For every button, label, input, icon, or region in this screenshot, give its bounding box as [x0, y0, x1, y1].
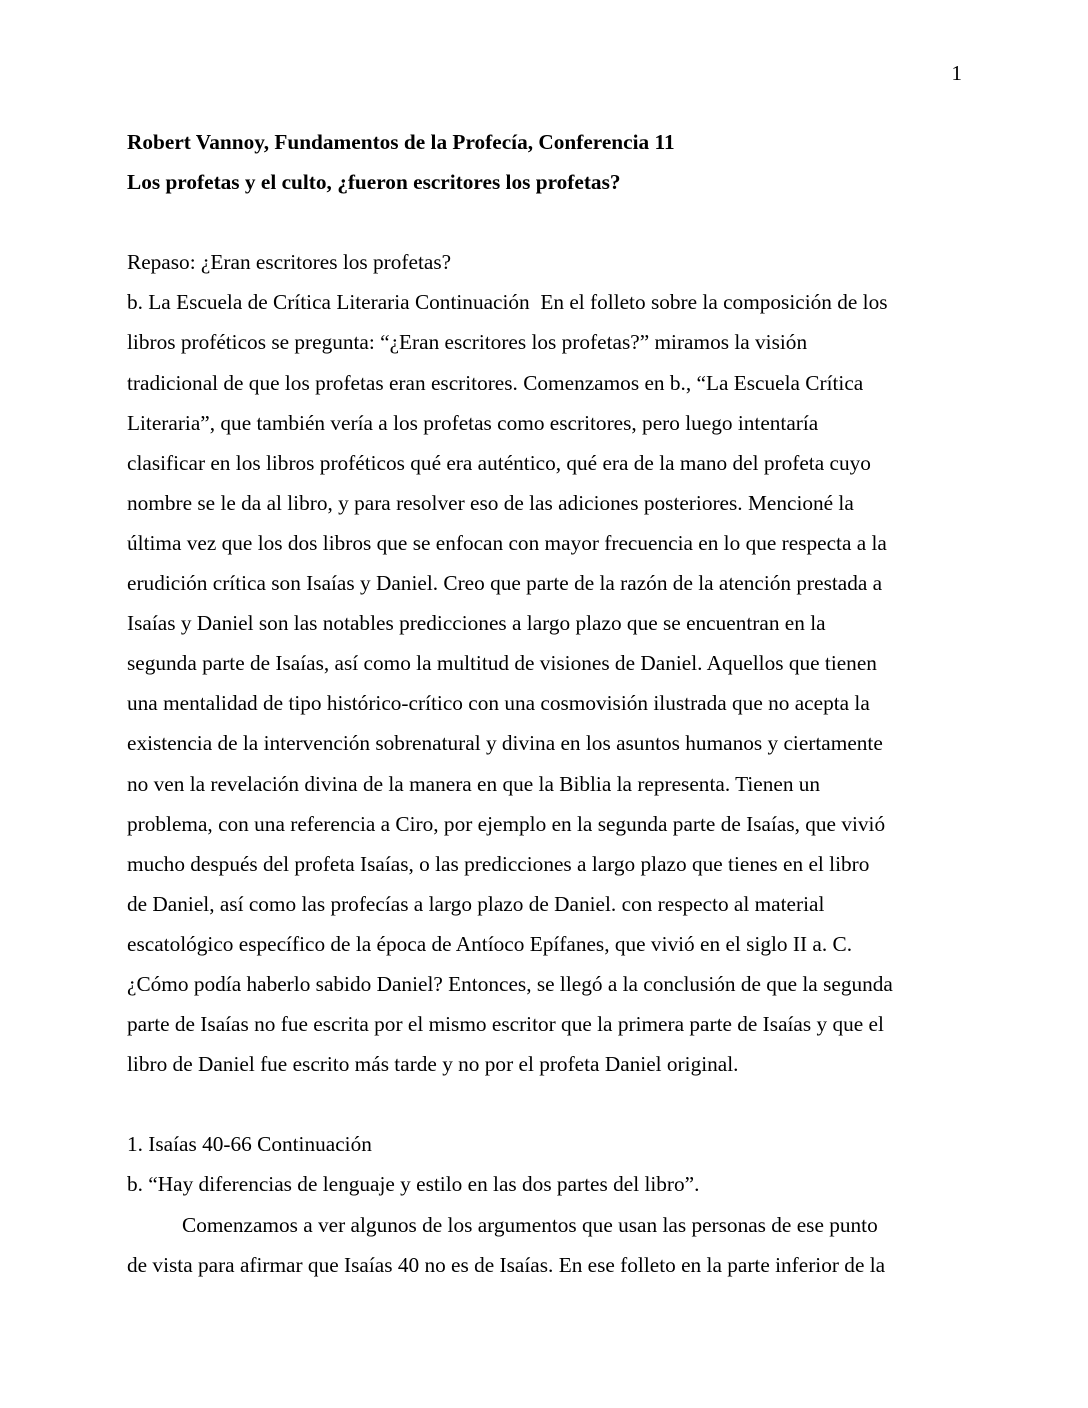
blank-line [127, 1084, 963, 1124]
page-number: 1 [951, 61, 962, 85]
document-title-line-1: Robert Vannoy, Fundamentos de la Profecía, Conferencia 11 [127, 130, 675, 154]
paragraph1-line: escatológico específico de la época de Antíoco Epífanes, que vivió en el siglo II a. C. [127, 931, 853, 956]
document-body [127, 122, 963, 1285]
paragraph1-line: ¿Cómo podía haberlo sabido Daniel? Entonces, se llegó a la conclusión de que la segunda [127, 971, 893, 996]
paragraph1-line: no ven la revelación divina de la manera en que la Biblia la representa. Tienen un [127, 771, 821, 796]
paragraph1-line: una mentalidad de tipo histórico-crítico con una cosmovisión ilustrada que no acepta la [127, 691, 870, 716]
paragraph2-line: Comenzamos a ver algunos de los argumentos que usan las personas de ese punto [182, 1212, 878, 1237]
paragraph1-line: mucho después del profeta Isaías, o las predicciones a largo plazo que tienes en el libro [127, 851, 870, 876]
paragraph1-line: libro de Daniel fue escrito más tarde y no por el profeta Daniel original. [127, 1052, 739, 1077]
paragraph1-line: segunda parte de Isaías, así como la multitud de visiones de Daniel. Aquellos que tienen [127, 651, 877, 676]
paragraph1-line: b. La Escuela de Crítica Literaria Continuación En el folleto sobre la composición de los [127, 290, 888, 315]
repaso-line: Repaso: ¿Eran escritores los profetas? [127, 250, 452, 275]
paragraph1-line: clasificar en los libros proféticos qué era auténtico, qué era de la mano del profeta cuyo [127, 450, 871, 475]
document-title-line-2: Los profetas y el culto, ¿fueron escritores los profetas? [127, 170, 621, 195]
paragraph1-line: última vez que los dos libros que se enfocan con mayor frecuencia en lo que respecta a la [127, 530, 887, 555]
paragraph1-line: Literaria”, que también vería a los profetas como escritores, pero luego intentaría [127, 410, 819, 435]
paragraph1-line: existencia de la intervención sobrenatural y divina en los asuntos humanos y ciertamente [127, 731, 883, 756]
paragraph1-line: nombre se le da al libro, y para resolver eso de las adiciones posteriores. Mencioné la [127, 490, 854, 515]
paragraph1-line: Isaías y Daniel son las notables predicciones a largo plazo que se encuentran en la [127, 611, 826, 636]
paragraph1-line: problema, con una referencia a Ciro, por ejemplo en la segunda parte de Isaías, que vivió [127, 811, 886, 836]
blank-line [127, 202, 963, 242]
section1-heading: 1. Isaías 40-66 Continuación [127, 1132, 372, 1157]
paragraph1-line: parte de Isaías no fue escrita por el mismo escritor que la primera parte de Isaías y que el [127, 1012, 884, 1037]
paragraph1-line: de Daniel, así como las profecías a largo plazo de Daniel. con respecto al material [127, 891, 825, 916]
paragraph1-line: erudición crítica son Isaías y Daniel. Creo que parte de la razón de la atención prestada a [127, 571, 883, 596]
paragraph1-line: libros proféticos se pregunta: “¿Eran escritores los profetas?” miramos la visión [127, 330, 808, 355]
paragraph1-line: tradicional de que los profetas eran escritores. Comenzamos en b., “La Escuela Crítica [127, 370, 864, 395]
section1-subheading: b. “Hay diferencias de lenguaje y estilo en las dos partes del libro”. [127, 1172, 700, 1197]
paragraph2-line: de vista para afirmar que Isaías 40 no es de Isaías. En ese folleto en la parte inferior de la [127, 1252, 886, 1277]
